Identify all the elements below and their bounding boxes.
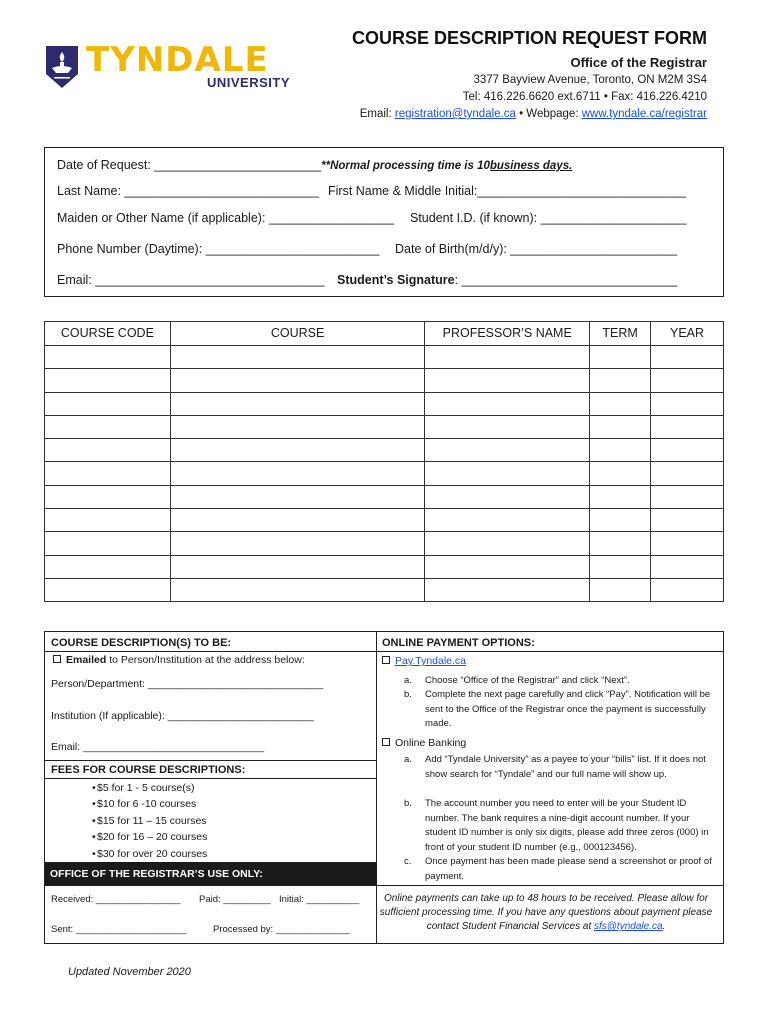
course-code-cell[interactable] [45,392,171,415]
payment-heading: ONLINE PAYMENT OPTIONS: [382,637,535,649]
course-cell[interactable] [170,415,425,438]
term-cell[interactable] [590,509,651,532]
fee-item: • $20 for 16 – 20 courses [97,829,207,846]
course-code-cell[interactable] [45,462,171,485]
professor-cell[interactable] [425,578,590,601]
term-cell[interactable] [590,439,651,462]
professor-cell[interactable] [425,415,590,438]
bank-step-letter: c. [404,856,412,867]
professor-cell[interactable] [425,509,590,532]
course-row [45,415,724,438]
term-cell[interactable] [590,346,651,369]
fee-item: • $30 for over 20 courses [97,846,207,863]
pay-tyndale-option[interactable] [382,654,466,668]
student-id-field[interactable]: Student I.D. (if known): _____________________ [410,211,687,225]
registrar-email-link[interactable]: registration@tyndale.ca [394,108,516,120]
course-code-cell[interactable] [45,555,171,578]
payment-note: Online payments can take up to 48 hours to be received. Please allow for sufficient processing time. If you have any questions about payment please contact Student Financial Services at sfs@tyndale.ca. [379,893,713,932]
form-title: COURSE DESCRIPTION REQUEST FORM [351,28,707,48]
maiden-name-field[interactable]: Maiden or Other Name (if applicable): __________________ [57,211,395,225]
course-code-cell[interactable] [45,532,171,555]
professor-cell[interactable] [425,439,590,462]
course-row [45,462,724,485]
course-cell[interactable] [170,532,425,555]
course-cell[interactable] [170,369,425,392]
date-of-request-field[interactable]: Date of Request: ________________________ [57,158,322,172]
pay-step-letter: a. [404,675,412,686]
course-code-cell[interactable] [45,346,171,369]
course-code-cell[interactable] [45,369,171,392]
year-cell[interactable] [651,555,724,578]
term-cell[interactable] [590,369,651,392]
course-code-cell[interactable] [45,578,171,601]
row-date [57,157,572,174]
course-cell[interactable] [170,462,425,485]
course-table [44,321,724,602]
pay-step-text: Choose “Office of the Registrar” and click “Next”. [425,675,630,686]
course-row [45,555,724,578]
descriptions-heading: COURSE DESCRIPTION(S) TO BE: [51,637,232,649]
dob-field[interactable]: Date of Birth(m/d/y): ________________________ [395,242,678,256]
updated-date: Updated November 2020 [68,966,191,978]
year-cell[interactable] [651,578,724,601]
course-table-body [45,346,724,602]
office-name: Office of the Registrar [570,55,707,70]
personal-info-section [44,147,724,297]
emailed-checkbox[interactable] [53,655,61,663]
payment-column [377,632,723,943]
professor-cell[interactable] [425,462,590,485]
course-table-header [45,322,724,346]
phone-field[interactable]: Phone Number (Daytime): _________________________ [57,242,380,256]
address: 3377 Bayview Avenue, Toronto, ON M2M 3S4 [473,74,707,86]
pay-tyndale-link[interactable]: Pay.Tyndale.ca [395,655,467,667]
professor-cell[interactable] [425,346,590,369]
fees-heading: FEES FOR COURSE DESCRIPTIONS: [51,764,246,776]
year-cell[interactable] [651,346,724,369]
professor-cell[interactable] [425,485,590,508]
year-cell[interactable] [651,462,724,485]
year-cell[interactable] [651,369,724,392]
course-code-cell[interactable] [45,485,171,508]
course-row [45,485,724,508]
signature-field[interactable]: Student’s Signature: _______________________________ [337,273,678,287]
description-email-field[interactable]: Email: _______________________________ [51,741,265,753]
professor-cell[interactable] [425,532,590,555]
sfs-email-link[interactable]: sfs@tyndale.ca [594,921,663,932]
year-cell[interactable] [651,439,724,462]
course-row [45,392,724,415]
fee-item: • $10 for 6 -10 courses [97,796,196,813]
phone-fax: Tel: 416.226.6620 ext.6711 • Fax: 416.226.4210 [462,91,707,103]
paid-field[interactable]: Paid: _________ [199,894,271,905]
bank-step-letter: a. [404,754,412,765]
course-row [45,369,724,392]
bottom-section [44,631,724,944]
course-row [45,509,724,532]
term-cell[interactable] [590,532,651,555]
webpage-label: • Webpage: [515,108,582,120]
fee-item: • $5 for 1 - 5 course(s) [97,780,194,797]
col-course-code: COURSE CODE [45,322,171,346]
col-year: YEAR [651,322,724,346]
contact-line [352,106,707,123]
year-cell[interactable] [651,485,724,508]
webpage-link[interactable]: www.tyndale.ca/registrar [581,108,707,120]
brand-wordmark: TYNDALE [86,40,269,80]
bank-step-text: Once payment has been made please send a screenshot or proof of payment. [425,856,712,882]
course-row [45,439,724,462]
form-header [352,26,707,123]
delivery-fees-column [45,632,377,943]
professor-cell[interactable] [425,392,590,415]
bank-step-text: Add “Tyndale University” as a payee to your “bills” list. If it does not show search for “Tyndale” and our full name will show up. [425,754,706,780]
course-row [45,532,724,555]
course-code-cell[interactable] [45,439,171,462]
pay-step-letter: b. [404,689,412,700]
course-cell[interactable] [170,346,425,369]
year-cell[interactable] [651,532,724,555]
term-cell[interactable] [590,485,651,508]
term-cell[interactable] [590,415,651,438]
professor-cell[interactable] [425,369,590,392]
brand-subtitle: UNIVERSITY [207,75,291,90]
email-field[interactable]: Email: _________________________________ [57,273,325,287]
professor-cell[interactable] [425,555,590,578]
course-code-cell[interactable] [45,509,171,532]
course-code-cell[interactable] [45,415,171,438]
course-cell[interactable] [170,555,425,578]
course-cell[interactable] [170,578,425,601]
course-cell[interactable] [170,485,425,508]
year-cell[interactable] [651,509,724,532]
tyndale-logo [44,40,291,94]
col-term: TERM [590,322,651,346]
person-department-field[interactable]: Person/Department: ______________________________ [51,678,324,690]
term-cell[interactable] [590,555,651,578]
processed-by-field[interactable]: Processed by: ______________ [213,924,350,935]
col-professor: PROFESSOR’S NAME [425,322,590,346]
pay-step-text: Complete the next page carefully and click “Pay”. Notification will be sent to the Office of the Registrar once the payment is successfully made. [425,689,711,729]
online-banking-option[interactable]: Online Banking [382,736,466,750]
course-cell[interactable] [170,392,425,415]
institution-field[interactable]: Institution (If applicable): _________________________ [51,710,314,722]
received-field[interactable]: Received: ________________ [51,894,181,905]
emailed-option[interactable]: Emailed to Person/Institution at the address below: [53,653,305,667]
initial-field[interactable]: Initial: __________ [279,894,360,905]
course-cell[interactable] [170,509,425,532]
first-name-field[interactable]: First Name & Middle Initial:______________________________ [328,184,686,198]
year-cell[interactable] [651,415,724,438]
course-cell[interactable] [170,439,425,462]
pay-checkbox[interactable] [382,656,390,664]
banking-checkbox[interactable] [382,738,390,746]
fee-item: • $15 for 11 – 15 courses [97,813,207,830]
bank-step-letter: b. [404,798,412,809]
term-cell[interactable] [590,462,651,485]
last-name-field[interactable]: Last Name: ____________________________ [57,184,320,198]
signature-label: Student’s Signature [337,273,455,287]
term-cell[interactable] [590,578,651,601]
processing-note: **Normal processing time is 10business days. [321,160,573,172]
col-course: COURSE [170,322,425,346]
course-row [45,346,724,369]
sent-field[interactable]: Sent: _____________________ [51,924,187,935]
course-row [45,578,724,601]
email-label: Email: [359,108,395,120]
office-use-heading: OFFICE OF THE REGISTRAR’S USE ONLY: [45,862,377,886]
bank-step-text: The account number you need to enter will be your Student ID number. The bank requires a nine-digit account number. If your student ID number is only six digits, please add three zeros (000) in front of your student ID number (e.g., 000123456). [425,798,709,853]
year-cell[interactable] [651,392,724,415]
shield-lamp-icon [44,44,80,90]
term-cell[interactable] [590,392,651,415]
